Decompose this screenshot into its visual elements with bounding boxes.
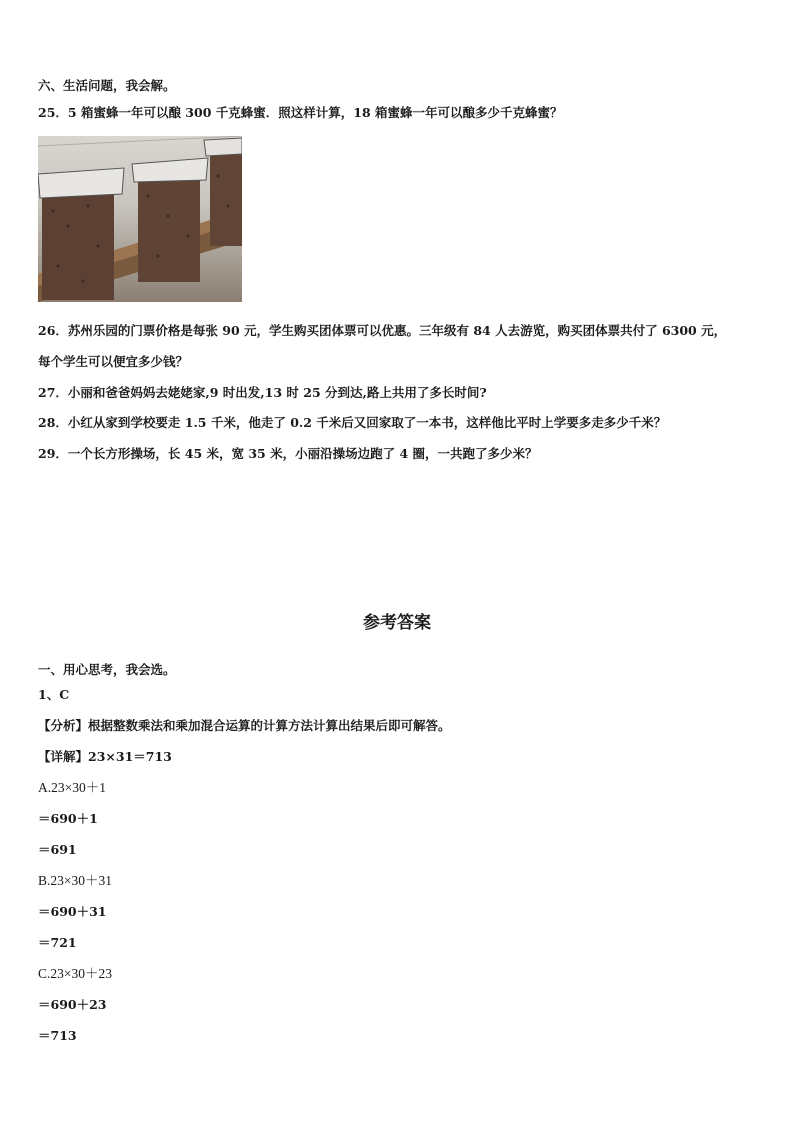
- question-26-line-2: 每个学生可以便宜多少钱？: [38, 354, 189, 369]
- option-c-step-1: ＝690＋23: [38, 997, 107, 1012]
- option-c-step-2: ＝713: [38, 1028, 77, 1043]
- question-29: 29．一个长方形操场，长 45 米，宽 35 米，小丽沿操场边跑了 4 圈，一共跑了多少米？: [38, 446, 538, 461]
- option-b-step-1: ＝690＋31: [38, 904, 107, 919]
- answers-title: 参考答案: [363, 613, 431, 633]
- beehive-photo: [38, 136, 242, 302]
- section-6-heading: 六、生活问题，我会解。: [38, 78, 176, 93]
- question-26-line-1: 26．苏州乐园的门票价格是每张 90 元，学生购买团体票可以优惠。三年级有 84 人去游览，购买团体票共付了 6300 元，: [38, 323, 727, 338]
- option-a: A.23×30＋1: [38, 780, 106, 795]
- question-28: 28．小红从家到学校要走 1.5 千米，他走了 0.2 千米后又回家取了一本书，这样他比平时上学要多走多少千米？: [38, 415, 667, 430]
- answer-1: 1、C: [38, 687, 70, 702]
- option-a-step-1: ＝690＋1: [38, 811, 98, 826]
- beehive-illustration: [38, 136, 242, 302]
- option-a-step-2: ＝691: [38, 842, 77, 857]
- question-25: 25．5 箱蜜蜂一年可以酿 300 千克蜂蜜．照这样计算，18 箱蜜蜂一年可以酿多少千克蜂蜜？: [38, 105, 563, 120]
- detail: 【详解】23×31＝713: [38, 749, 172, 764]
- option-b-step-2: ＝721: [38, 935, 77, 950]
- option-c: C.23×30＋23: [38, 966, 112, 981]
- question-27: 27．小丽和爸爸妈妈去姥姥家,9 时出发,13 时 25 分到达,路上共用了多长时间?: [38, 385, 487, 400]
- analysis: 【分析】根据整数乘法和乘加混合运算的计算方法计算出结果后即可解答。: [38, 718, 451, 733]
- answers-section-1-heading: 一、用心思考，我会选。: [38, 662, 176, 677]
- option-b: B.23×30＋31: [38, 873, 112, 888]
